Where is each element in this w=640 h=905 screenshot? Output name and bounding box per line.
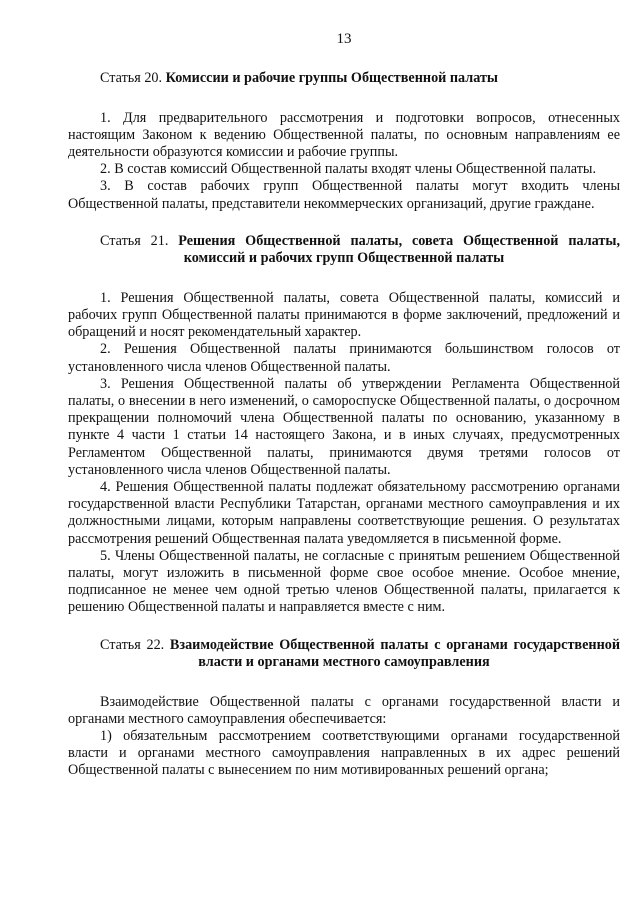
article-lead: Статья 20. [100,70,163,86]
paragraph: 1. Для предварительного рассмотрения и подготовки вопросов, отнесенных настоящим Законом к ведению Общественной палаты, по основным направлениям ее деятельности образуются комиссии и рабочие группы. [68,109,620,160]
paragraph: 1. Решения Общественной палаты, совета Общественной палаты, комиссий и рабочих групп Общественной палаты принимаются в форме заключений, предложений и обращений и носят рекомендательный характер. [68,289,620,341]
page-number: 13 [336,31,352,47]
paragraph: 4. Решения Общественной палаты подлежат обязательному рассмотрению органами государственной власти Республики Татарстан, органами местного самоуправления и их должностными лицами, которым направлены соответствующие решения. О результатах рассмотрения решений Общественная палата уведомляется в письменной форме. [68,478,620,547]
paragraph: Взаимодействие Общественной палаты с органами государственной власти и органами местного самоуправления обеспечивается: [68,693,620,727]
paragraph: 3. В состав рабочих групп Общественной палаты могут входить члены Общественной палаты, представители некоммерческих организаций, другие граждане. [68,178,620,212]
article-lead: Статья 22. [100,636,165,653]
article-20 [68,70,620,213]
paragraph: 3. Решения Общественной палаты об утверждении Регламента Общественной палаты, о внесении в него изменений, о самороспуске Общественной палаты, о досрочном прекращении полномочий члена Общественной палаты по основанию, указанному в пункте 4 части 1 статьи 14 настоящего Закона, и в иных случаях, предусмотренных Регламентом Общественной палаты, принимаются двумя третями голосов от установленного числа членов Общественной палаты. [68,375,620,478]
article-22 [68,637,620,780]
paragraph: 5. Члены Общественной палаты, не согласные с принятым решением Общественной палаты, могут изложить в письменной форме свое особое мнение. Особое мнение, подписанное не менее чем одной третью членов Общественной палаты, прилагается к решению Общественной палаты и направляется вместе с ним. [68,547,620,616]
section-spacer [68,617,620,637]
article-lead: Статья 21. [100,232,169,249]
paragraph: 2. Решения Общественной палаты принимаются большинством голосов от установленного числа членов Общественной палаты. [68,341,620,375]
paragraph: 1) обязательным рассмотрением соответствующими органами государственной власти и органами местного самоуправления направленных в их адрес решений Общественной палаты с вынесением по ним мотивированных решений органа; [68,727,620,779]
article-title [68,233,620,268]
article-name: Взаимодействие Общественной палаты с органами государственной власти и органами местного самоуправления [169,636,621,671]
article-title [68,637,620,672]
article-title [68,70,620,88]
section-spacer [68,213,620,233]
article-name: Решения Общественной палаты, совета Общественной палаты, комиссий и рабочих групп Общественной палаты [178,232,620,267]
paragraph: 2. В состав комиссий Общественной палаты входят члены Общественной палаты. [100,161,597,178]
article-name: Комиссии и рабочие группы Общественной палаты [165,70,499,86]
article-21 [68,233,620,617]
